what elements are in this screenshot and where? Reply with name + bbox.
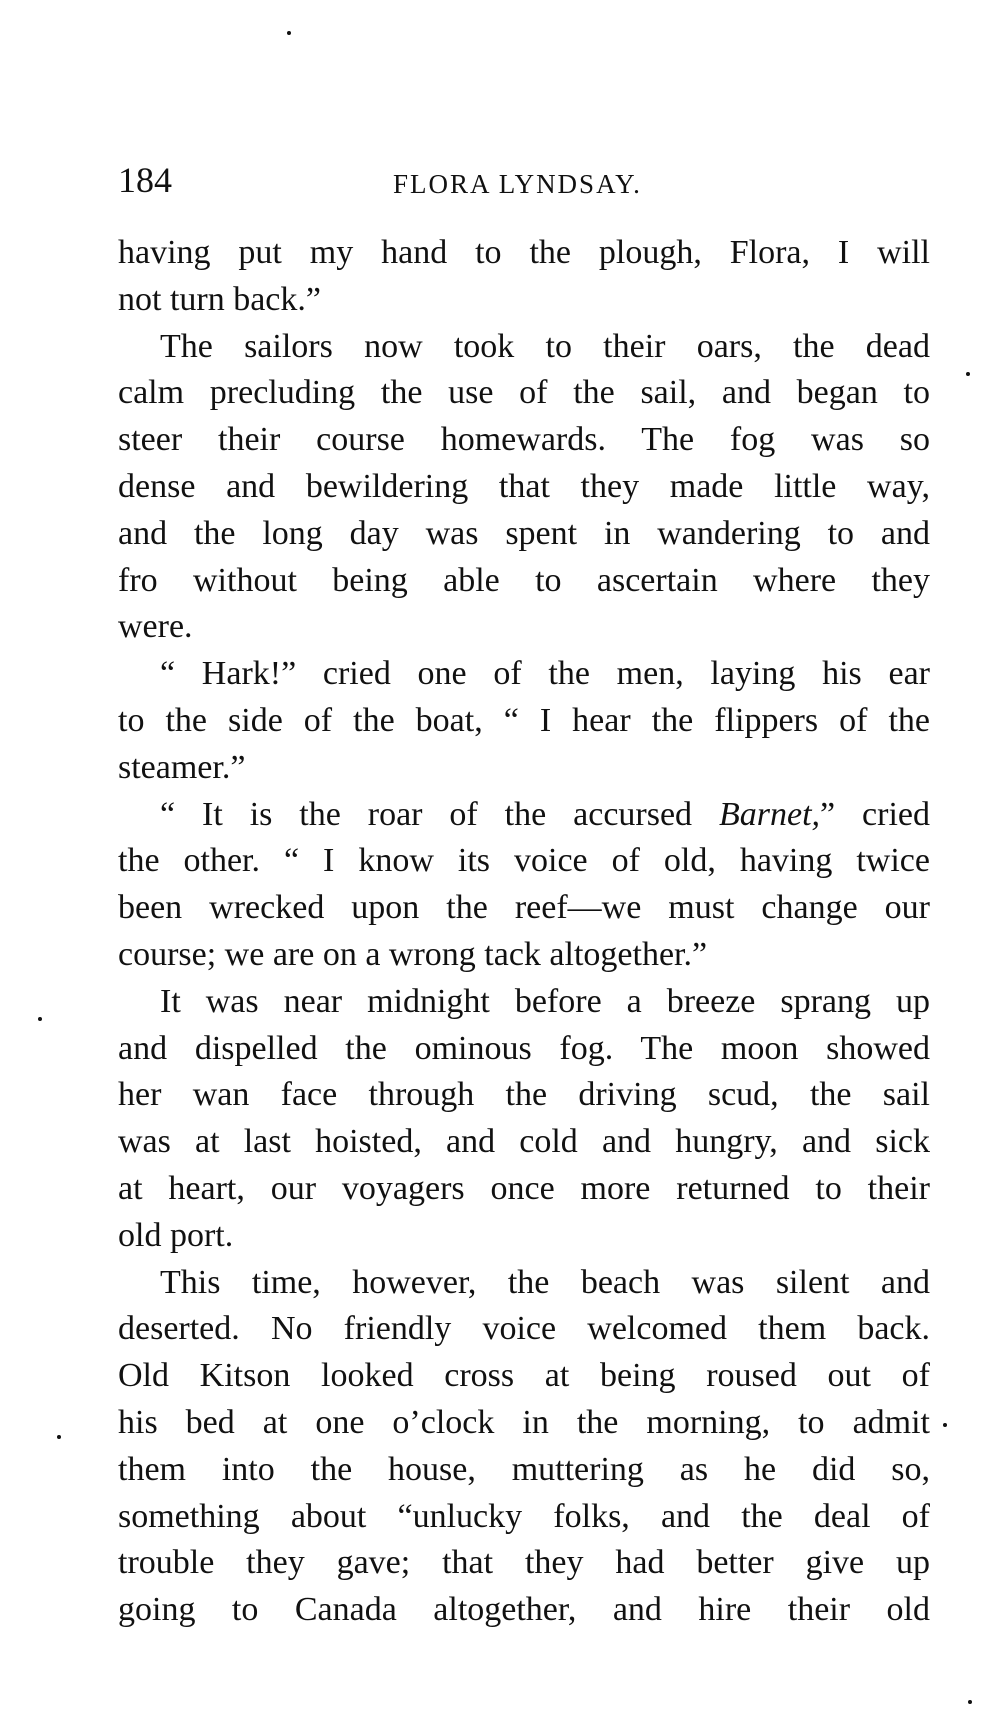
text-line: old port. bbox=[118, 1216, 234, 1254]
text-line: course; we are on a wrong tack altogether.” bbox=[118, 935, 708, 973]
text-line: and the long day was spent in wandering to and bbox=[118, 514, 930, 552]
text-line: deserted. No friendly voice welcomed them back. bbox=[118, 1310, 930, 1348]
text-line: at heart, our voyagers once more returned to their bbox=[118, 1169, 930, 1207]
text-line: steer their course homewards. The fog was so bbox=[118, 421, 930, 459]
text-line: “ Hark!” cried one of the men, laying his ear bbox=[160, 655, 930, 693]
text-line: having put my hand to the plough, Flora, I will bbox=[118, 234, 930, 271]
scan-speck bbox=[943, 1423, 947, 1427]
text-line: her wan face through the driving scud, the sail bbox=[118, 1076, 930, 1114]
text-line: trouble they gave; that they had better give up bbox=[118, 1544, 930, 1582]
text-line: calm precluding the use of the sail, and began to bbox=[118, 374, 930, 412]
scan-speck bbox=[968, 1700, 972, 1704]
page-header bbox=[118, 158, 930, 202]
ship-name: Barnet, bbox=[718, 795, 821, 833]
text-line: were. bbox=[118, 608, 193, 646]
text-line-with-italic bbox=[118, 792, 930, 839]
text-line: This time, however, the beach was silent and bbox=[160, 1263, 930, 1301]
text-line: been wrecked upon the reef—we must change our bbox=[118, 889, 930, 927]
text-line: and dispelled the ominous fog. The moon showed bbox=[118, 1029, 930, 1067]
text-line: something about “unlucky folks, and the deal of bbox=[118, 1497, 930, 1535]
page-number: 184 bbox=[118, 160, 172, 200]
text-line: dense and bewildering that they made little way, bbox=[118, 467, 930, 505]
scan-speck bbox=[287, 31, 291, 35]
text-line: steamer.” bbox=[118, 748, 246, 786]
text-line-start: “ It is the roar of the accursed bbox=[160, 795, 719, 833]
scan-speck bbox=[966, 372, 970, 376]
text-line: It was near midnight before a breeze sprang up bbox=[160, 982, 930, 1020]
text-line: them into the house, muttering as he did so, bbox=[118, 1450, 930, 1488]
scan-speck bbox=[38, 1017, 42, 1021]
text-line: the other. “ I know its voice of old, having twice bbox=[118, 842, 930, 880]
text-line: Old Kitson looked cross at being roused out of bbox=[118, 1357, 930, 1395]
text-line-end: ” cried bbox=[820, 795, 930, 833]
text-line: to the side of the boat, “ I hear the flippers of the bbox=[118, 701, 930, 739]
text-line: going to Canada altogether, and hire their old bbox=[118, 1591, 930, 1629]
text-line: his bed at one o’clock in the morning, to admit bbox=[118, 1403, 930, 1441]
text-line: The sailors now took to their oars, the dead bbox=[160, 327, 930, 365]
body-text bbox=[118, 230, 930, 1634]
running-head: FLORA LYNDSAY. bbox=[393, 169, 642, 199]
scan-speck bbox=[57, 1435, 61, 1439]
text-line: fro without being able to ascertain where they bbox=[118, 561, 930, 599]
text-line: not turn back.” bbox=[118, 280, 321, 318]
text-line: was at last hoisted, and cold and hungry, and sick bbox=[118, 1123, 930, 1161]
